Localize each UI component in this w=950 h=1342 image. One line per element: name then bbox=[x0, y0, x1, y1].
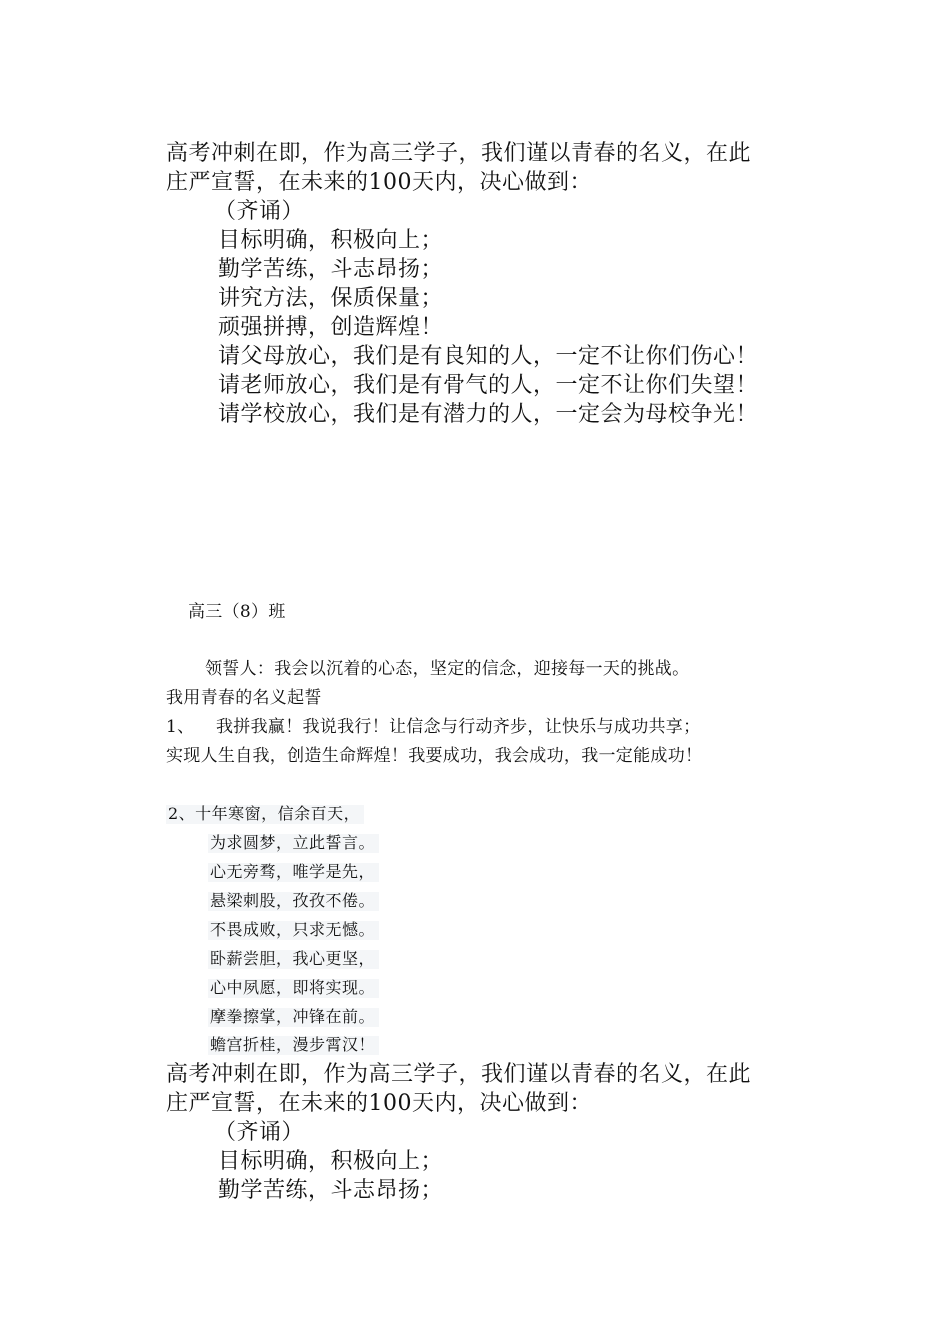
oath-line: 请老师放心，我们是有骨气的人，一定不让你们失望！ bbox=[218, 373, 759, 398]
item-number: 1、 bbox=[166, 717, 195, 737]
item-1-line-2: 实现人生自我，创造生命辉煌！我要成功，我会成功，我一定能成功！ bbox=[166, 746, 703, 766]
oath-line: 讲究方法，保质保量； bbox=[218, 286, 444, 311]
oath-intro-line-2: 庄严宣誓，在未来的100天内，决心做到： bbox=[166, 1091, 592, 1116]
oath-leader: 领誓人：我会以沉着的心态，坚定的信念，迎接每一天的挑战。 bbox=[205, 659, 690, 679]
oath-intro-line-2: 庄严宣誓，在未来的100天内，决心做到： bbox=[166, 170, 592, 195]
oath-line: 请学校放心，我们是有潜力的人，一定会为母校争光！ bbox=[218, 402, 759, 427]
poem-line: 摩拳擦掌，冲锋在前。 bbox=[208, 1008, 379, 1027]
poem-line: 不畏成败，只求无憾。 bbox=[208, 921, 379, 940]
poem-line: 心无旁骛，唯学是先， bbox=[208, 863, 379, 882]
oath-heading: 我用青春的名义起誓 bbox=[166, 688, 322, 708]
oath-line: 目标明确，积极向上； bbox=[218, 1149, 444, 1174]
poem-first-line: 2、十年寒窗，信余百天， bbox=[166, 805, 364, 824]
oath-intro-line-1: 高考冲刺在即，作为高三学子，我们谨以青春的名义，在此 bbox=[166, 1062, 752, 1087]
recite-label: （齐诵） bbox=[214, 1120, 305, 1145]
oath-intro-line-1: 高考冲刺在即，作为高三学子，我们谨以青春的名义，在此 bbox=[166, 141, 752, 166]
poem-line: 为求圆梦，立此誓言。 bbox=[208, 834, 379, 853]
oath-line: 勤学苦练，斗志昂扬； bbox=[218, 257, 444, 282]
oath-line: 顽强拼搏，创造辉煌！ bbox=[218, 315, 444, 340]
poem-line: 悬梁刺股，孜孜不倦。 bbox=[208, 892, 379, 911]
poem-line: 心中夙愿，即将实现。 bbox=[208, 979, 379, 998]
poem-line: 卧薪尝胆，我心更坚， bbox=[208, 950, 379, 969]
oath-line: 目标明确，积极向上； bbox=[218, 228, 444, 253]
oath-line: 请父母放心，我们是有良知的人，一定不让你们伤心！ bbox=[218, 344, 759, 369]
item-1-line-1: 我拼我赢！我说我行！让信念与行动齐步，让快乐与成功共享； bbox=[216, 717, 701, 737]
class-name: 高三（8）班 bbox=[188, 602, 286, 622]
recite-label: （齐诵） bbox=[214, 199, 305, 224]
poem-line: 蟾宫折桂，漫步霄汉！ bbox=[208, 1036, 379, 1055]
oath-line: 勤学苦练，斗志昂扬； bbox=[218, 1178, 444, 1203]
